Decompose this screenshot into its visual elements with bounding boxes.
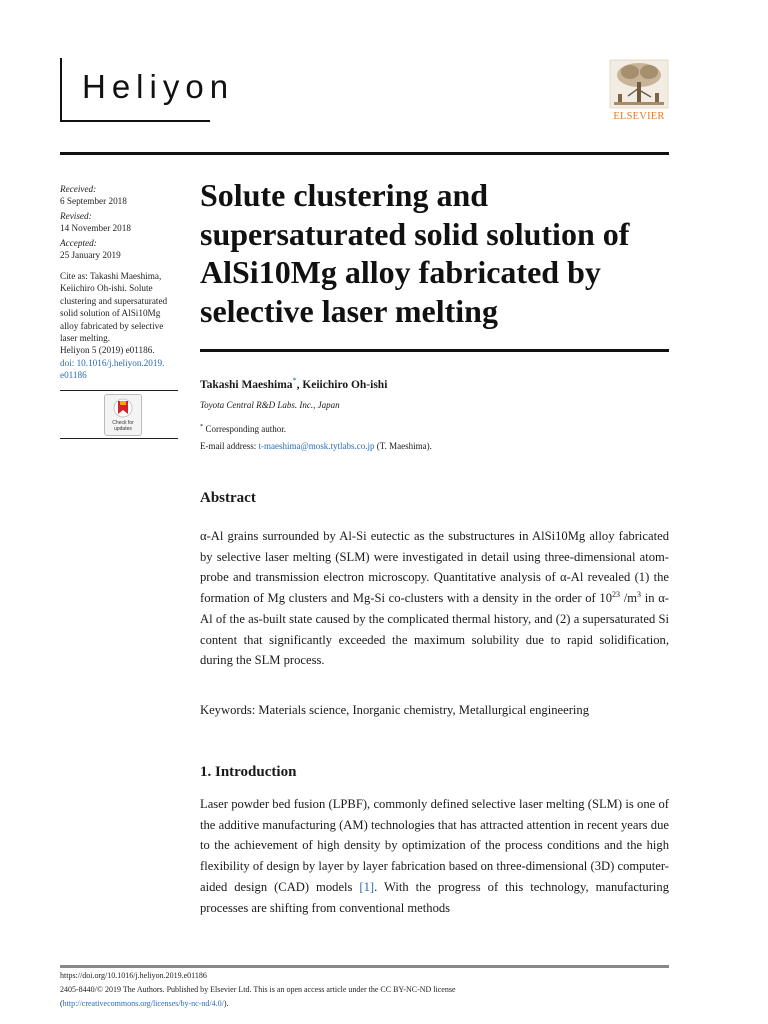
elsevier-logo <box>606 58 672 128</box>
badge-label-line: Check for <box>112 420 134 426</box>
doi-line[interactable]: doi: 10.1016/j.heliyon.2019. <box>60 357 165 368</box>
license-paren: ( <box>60 999 63 1008</box>
title-line: selective laser melting <box>200 292 498 329</box>
cite-line: clustering and supersaturated <box>60 295 168 306</box>
cite-line: Heliyon 5 (2019) e01186. <box>60 345 155 356</box>
keywords: Keywords: Materials science, Inorganic chemistry, Metallurgical engineering <box>200 703 589 717</box>
elsevier-wordmark: ELSEVIER <box>613 111 665 122</box>
revised-label: Revised: <box>60 210 92 221</box>
title-line: AlSi10Mg alloy fabricated by <box>200 254 601 290</box>
author-name: , Keiichiro Oh-ishi <box>296 378 388 391</box>
abstract-text: /m <box>620 591 637 606</box>
elsevier-tree-icon <box>606 58 672 110</box>
license-link[interactable]: http://creativecommons.org/licenses/by-nc-nd/4.0/ <box>62 999 224 1008</box>
introduction-text: . With the progress of this technology, manufacturing processes are shifting from conventional methods <box>200 879 669 915</box>
received-label: Received: <box>60 184 97 194</box>
sidebar-rule-bottom <box>60 438 178 439</box>
author-name: Takashi Maeshima <box>200 378 293 391</box>
corresponding-note-marker: * <box>200 423 204 430</box>
accepted-label: Accepted: <box>60 237 97 248</box>
abstract-paragraph <box>200 526 669 671</box>
bookmark-icon <box>105 395 141 421</box>
badge-label <box>105 421 141 432</box>
license-text: 2405-8440/© 2019 The Authors. Published by Elsevier Ltd. This is an open access article under the CC BY-NC-ND license <box>60 985 456 994</box>
affiliation: Toyota Central R&D Labs. Inc., Japan <box>200 400 340 410</box>
author-list <box>200 376 387 391</box>
title-line: Solute clustering and <box>200 177 489 213</box>
check-for-updates-button[interactable] <box>104 394 142 436</box>
title-rule <box>200 349 669 352</box>
cite-line: Cite as: Takashi Maeshima, <box>60 271 162 281</box>
abstract-text: α-Al grains surrounded by Al-Si eutectic as the substructures in AlSi10Mg alloy fabricated by selective laser melting (SLM) were investigated in detail using three-dimensional atom-probe and transmission electron microscopy. Quantitative analysis of α-Al revealed (1) the formation of Mg clusters and Mg-Si co-clusters with a density in the order of 10 <box>200 529 669 606</box>
exponent: 3 <box>637 589 641 599</box>
email-line <box>200 441 432 451</box>
doi-line[interactable]: e01186 <box>60 370 87 381</box>
introduction-text: Laser powder bed fusion (LPBF), commonly defined selective laser melting (SLM) is one of the additive manufacturing (AM) technologies that has attracted attention in recent years due to the achievement of high density by optimization of the process conditions and the high flexibility of design by layer by layer fabrication based on three-dimensional (3D) computer-aided design (CAD) models <box>200 797 669 894</box>
footer-rule <box>60 965 669 968</box>
dates-block <box>60 183 178 261</box>
citation-block <box>60 270 178 382</box>
header-rule <box>60 152 669 155</box>
introduction-heading: 1. Introduction <box>200 764 297 780</box>
journal-masthead <box>60 58 246 122</box>
cite-line: solid solution of AlSi10Mg <box>60 308 161 319</box>
article-title <box>200 176 680 330</box>
corresponding-marker[interactable]: * <box>292 376 297 385</box>
accepted-date: 25 January 2019 <box>60 250 121 261</box>
corresponding-note <box>200 423 286 434</box>
introduction-paragraph <box>200 794 669 918</box>
license-paren: ). <box>223 999 229 1008</box>
reference-link[interactable]: [1] <box>359 879 375 894</box>
revised-date: 14 November 2018 <box>60 223 131 234</box>
masthead-vertical-rule <box>60 58 62 122</box>
badge-label-line: updates <box>114 425 132 432</box>
journal-name: Heliyon <box>82 68 235 105</box>
license-link-line <box>60 999 229 1009</box>
title-line: supersaturated solid solution of <box>200 215 630 252</box>
email-link[interactable]: t-maeshima@mosk.tytlabs.co.jp <box>258 441 375 451</box>
doi-link[interactable] <box>60 357 178 382</box>
abstract-text: in α-Al of the as-built state caused by the complicated thermal history, and (2) a supersaturated Si content that significantly exceeded the maximum solubility due to rapid solidification, during the SLM process. <box>200 591 669 668</box>
cite-line: alloy fabricated by selective <box>60 320 164 331</box>
abstract-heading: Abstract <box>200 490 256 506</box>
masthead-horizontal-rule <box>60 120 210 122</box>
corresponding-note-text: Corresponding author. <box>203 424 286 434</box>
email-suffix: (T. Maeshima). <box>374 441 432 451</box>
sidebar-rule-top <box>60 390 178 391</box>
received-date: 6 September 2018 <box>60 196 127 207</box>
footer-doi-link[interactable]: https://doi.org/10.1016/j.heliyon.2019.e01186 <box>60 971 207 980</box>
exponent: 23 <box>612 589 620 599</box>
cite-line: laser melting. <box>60 333 111 344</box>
cite-line: Keiichiro Oh-ishi. Solute <box>60 283 153 294</box>
email-label: E-mail address: <box>200 441 259 451</box>
